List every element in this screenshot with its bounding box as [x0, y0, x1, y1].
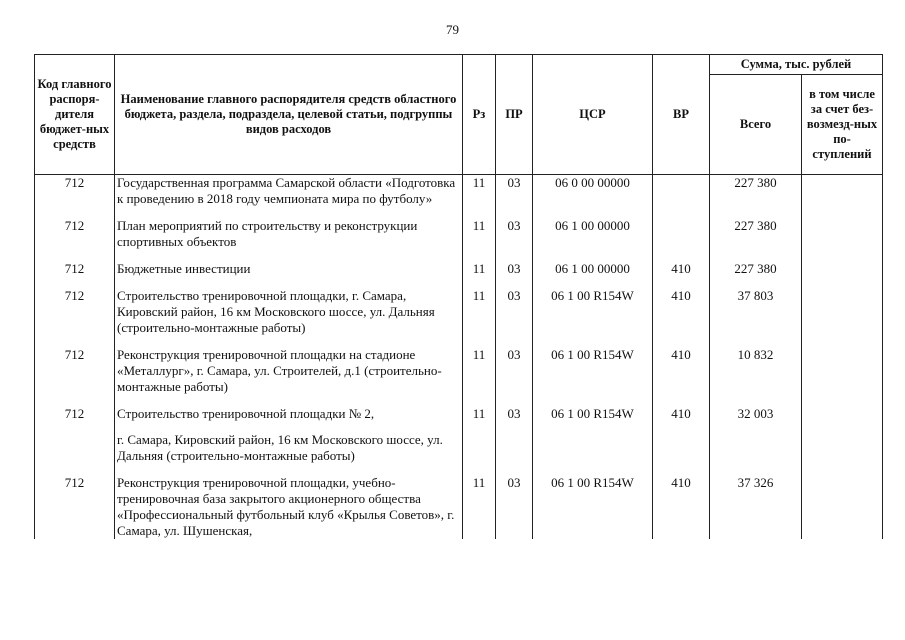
cell-pr: 03: [496, 218, 533, 250]
table-row: [35, 475, 883, 539]
spacer-cell: [115, 250, 463, 261]
spacer-cell: [802, 336, 883, 347]
spacer-cell: [115, 336, 463, 347]
cell-incl: [802, 475, 883, 539]
cell-total: 227 380: [710, 175, 802, 208]
row-name-text: Строительство тренировочной площадки, г. Самара, Кировский район, 16 км Московского шоссе, ул. Дальняя (строительно-монтажные работы): [117, 288, 435, 335]
cell-csr: 06 0 00 00000: [533, 175, 653, 208]
header-total: Всего: [710, 75, 802, 175]
cell-rz: 11: [463, 288, 496, 336]
header-vr: ВР: [653, 55, 710, 175]
spacer-cell: [653, 464, 710, 475]
spacer-cell: [35, 464, 115, 475]
spacer-cell: [533, 277, 653, 288]
spacer-cell: [496, 464, 533, 475]
header-incl: в том числе за счет без-возмезд-ных по-ступлений: [802, 75, 883, 175]
cell-incl: [802, 261, 883, 277]
cell-name: [115, 406, 463, 464]
cell-pr: 03: [496, 406, 533, 464]
cell-code: 712: [35, 288, 115, 336]
row-name-continuation: г. Самара, Кировский район, 16 км Московского шоссе, ул. Дальняя (строительно-монтажные работы): [117, 432, 443, 463]
cell-name: [115, 218, 463, 250]
cell-vr: [653, 218, 710, 250]
table-row: [35, 347, 883, 395]
cell-total: 37 803: [710, 288, 802, 336]
spacer-cell: [802, 395, 883, 406]
row-name-text: План мероприятий по строительству и реконструкции спортивных объектов: [117, 218, 418, 249]
cell-csr: 06 1 00 R154W: [533, 288, 653, 336]
spacer-cell: [35, 250, 115, 261]
cell-code: 712: [35, 175, 115, 208]
row-spacer: [35, 207, 883, 218]
spacer-cell: [35, 207, 115, 218]
spacer-cell: [496, 336, 533, 347]
cell-incl: [802, 406, 883, 464]
cell-rz: 11: [463, 406, 496, 464]
row-name-text: Государственная программа Самарской области «Подготовка к проведению в 2018 году чемпионата мира по футболу»: [117, 175, 456, 206]
table-row: [35, 288, 883, 336]
spacer-cell: [710, 464, 802, 475]
spacer-cell: [710, 277, 802, 288]
cell-csr: 06 1 00 R154W: [533, 406, 653, 464]
row-spacer: [35, 336, 883, 347]
cell-pr: 03: [496, 261, 533, 277]
spacer-cell: [115, 207, 463, 218]
cell-incl: [802, 347, 883, 395]
spacer-cell: [496, 207, 533, 218]
cell-csr: 06 1 00 00000: [533, 218, 653, 250]
row-name-text: Строительство тренировочной площадки № 2,: [117, 406, 375, 421]
table-header: [35, 55, 883, 175]
spacer-cell: [710, 395, 802, 406]
cell-code: 712: [35, 475, 115, 539]
spacer-cell: [533, 207, 653, 218]
cell-vr: 410: [653, 288, 710, 336]
spacer-cell: [115, 395, 463, 406]
cell-vr: 410: [653, 406, 710, 464]
spacer-cell: [35, 277, 115, 288]
row-spacer: [35, 395, 883, 406]
spacer-cell: [653, 250, 710, 261]
spacer-cell: [653, 277, 710, 288]
spacer-cell: [802, 277, 883, 288]
cell-code: 712: [35, 406, 115, 464]
spacer-cell: [802, 250, 883, 261]
spacer-cell: [35, 336, 115, 347]
cell-csr: 06 1 00 R154W: [533, 475, 653, 539]
cell-code: 712: [35, 218, 115, 250]
cell-rz: 11: [463, 475, 496, 539]
spacer-cell: [533, 336, 653, 347]
cell-total: 10 832: [710, 347, 802, 395]
spacer-cell: [653, 207, 710, 218]
spacer-cell: [496, 395, 533, 406]
budget-table: [34, 54, 883, 539]
spacer-cell: [533, 250, 653, 261]
table-body: [35, 175, 883, 540]
header-pr: ПР: [496, 55, 533, 175]
spacer-cell: [463, 464, 496, 475]
spacer-cell: [710, 207, 802, 218]
spacer-cell: [463, 250, 496, 261]
cell-rz: 11: [463, 261, 496, 277]
cell-csr: 06 1 00 R154W: [533, 347, 653, 395]
cell-total: 37 326: [710, 475, 802, 539]
table-row: [35, 261, 883, 277]
cell-total: 227 380: [710, 261, 802, 277]
cell-total: 227 380: [710, 218, 802, 250]
row-spacer: [35, 250, 883, 261]
spacer-cell: [496, 250, 533, 261]
cell-vr: 410: [653, 475, 710, 539]
cell-name: [115, 475, 463, 539]
cell-pr: 03: [496, 288, 533, 336]
cell-name: [115, 261, 463, 277]
header-csr: ЦСР: [533, 55, 653, 175]
cell-code: 712: [35, 347, 115, 395]
cell-vr: 410: [653, 347, 710, 395]
spacer-cell: [533, 464, 653, 475]
cell-vr: [653, 175, 710, 208]
spacer-cell: [653, 336, 710, 347]
header-sum-group: Сумма, тыс. рублей: [710, 55, 883, 75]
row-name-text: Реконструкция тренировочной площадки на стадионе «Металлург», г. Самара, ул. Строителей, д.1 (строительно-монтажные работы): [117, 347, 442, 394]
cell-code: 712: [35, 261, 115, 277]
cell-incl: [802, 288, 883, 336]
spacer-cell: [463, 277, 496, 288]
page-number: 79: [446, 22, 459, 37]
row-spacer: [35, 277, 883, 288]
spacer-cell: [115, 464, 463, 475]
row-name-text: Реконструкция тренировочной площадки, учебно-тренировочная база закрытого акционерного общества «Профессиональный футбольный клуб «Крылья Советов», г. Самара, ул. Шушенская,: [117, 475, 455, 538]
cell-rz: 11: [463, 175, 496, 208]
cell-pr: 03: [496, 347, 533, 395]
cell-name: [115, 175, 463, 208]
spacer-cell: [802, 464, 883, 475]
cell-incl: [802, 175, 883, 208]
spacer-cell: [496, 277, 533, 288]
spacer-cell: [653, 395, 710, 406]
spacer-cell: [115, 277, 463, 288]
cell-csr: 06 1 00 00000: [533, 261, 653, 277]
cell-total: 32 003: [710, 406, 802, 464]
cell-pr: 03: [496, 475, 533, 539]
table-row: [35, 406, 883, 464]
spacer-cell: [710, 250, 802, 261]
cell-incl: [802, 218, 883, 250]
cell-rz: 11: [463, 347, 496, 395]
table-row: [35, 218, 883, 250]
table-row: [35, 175, 883, 208]
cell-pr: 03: [496, 175, 533, 208]
spacer-cell: [463, 336, 496, 347]
spacer-cell: [533, 395, 653, 406]
cell-vr: 410: [653, 261, 710, 277]
cell-rz: 11: [463, 218, 496, 250]
row-spacer: [35, 464, 883, 475]
cell-name: [115, 347, 463, 395]
header-rz: Рз: [463, 55, 496, 175]
header-code: Код главного распоря-дителя бюджет-ных средств: [35, 55, 115, 175]
spacer-cell: [710, 336, 802, 347]
spacer-cell: [463, 207, 496, 218]
spacer-cell: [463, 395, 496, 406]
row-name-text: Бюджетные инвестиции: [117, 261, 251, 276]
cell-name: [115, 288, 463, 336]
spacer-cell: [802, 207, 883, 218]
spacer-cell: [35, 395, 115, 406]
header-name: Наименование главного распорядителя средств областного бюджета, раздела, подраздела, целевой статьи, подгруппы видов расходов: [115, 55, 463, 175]
